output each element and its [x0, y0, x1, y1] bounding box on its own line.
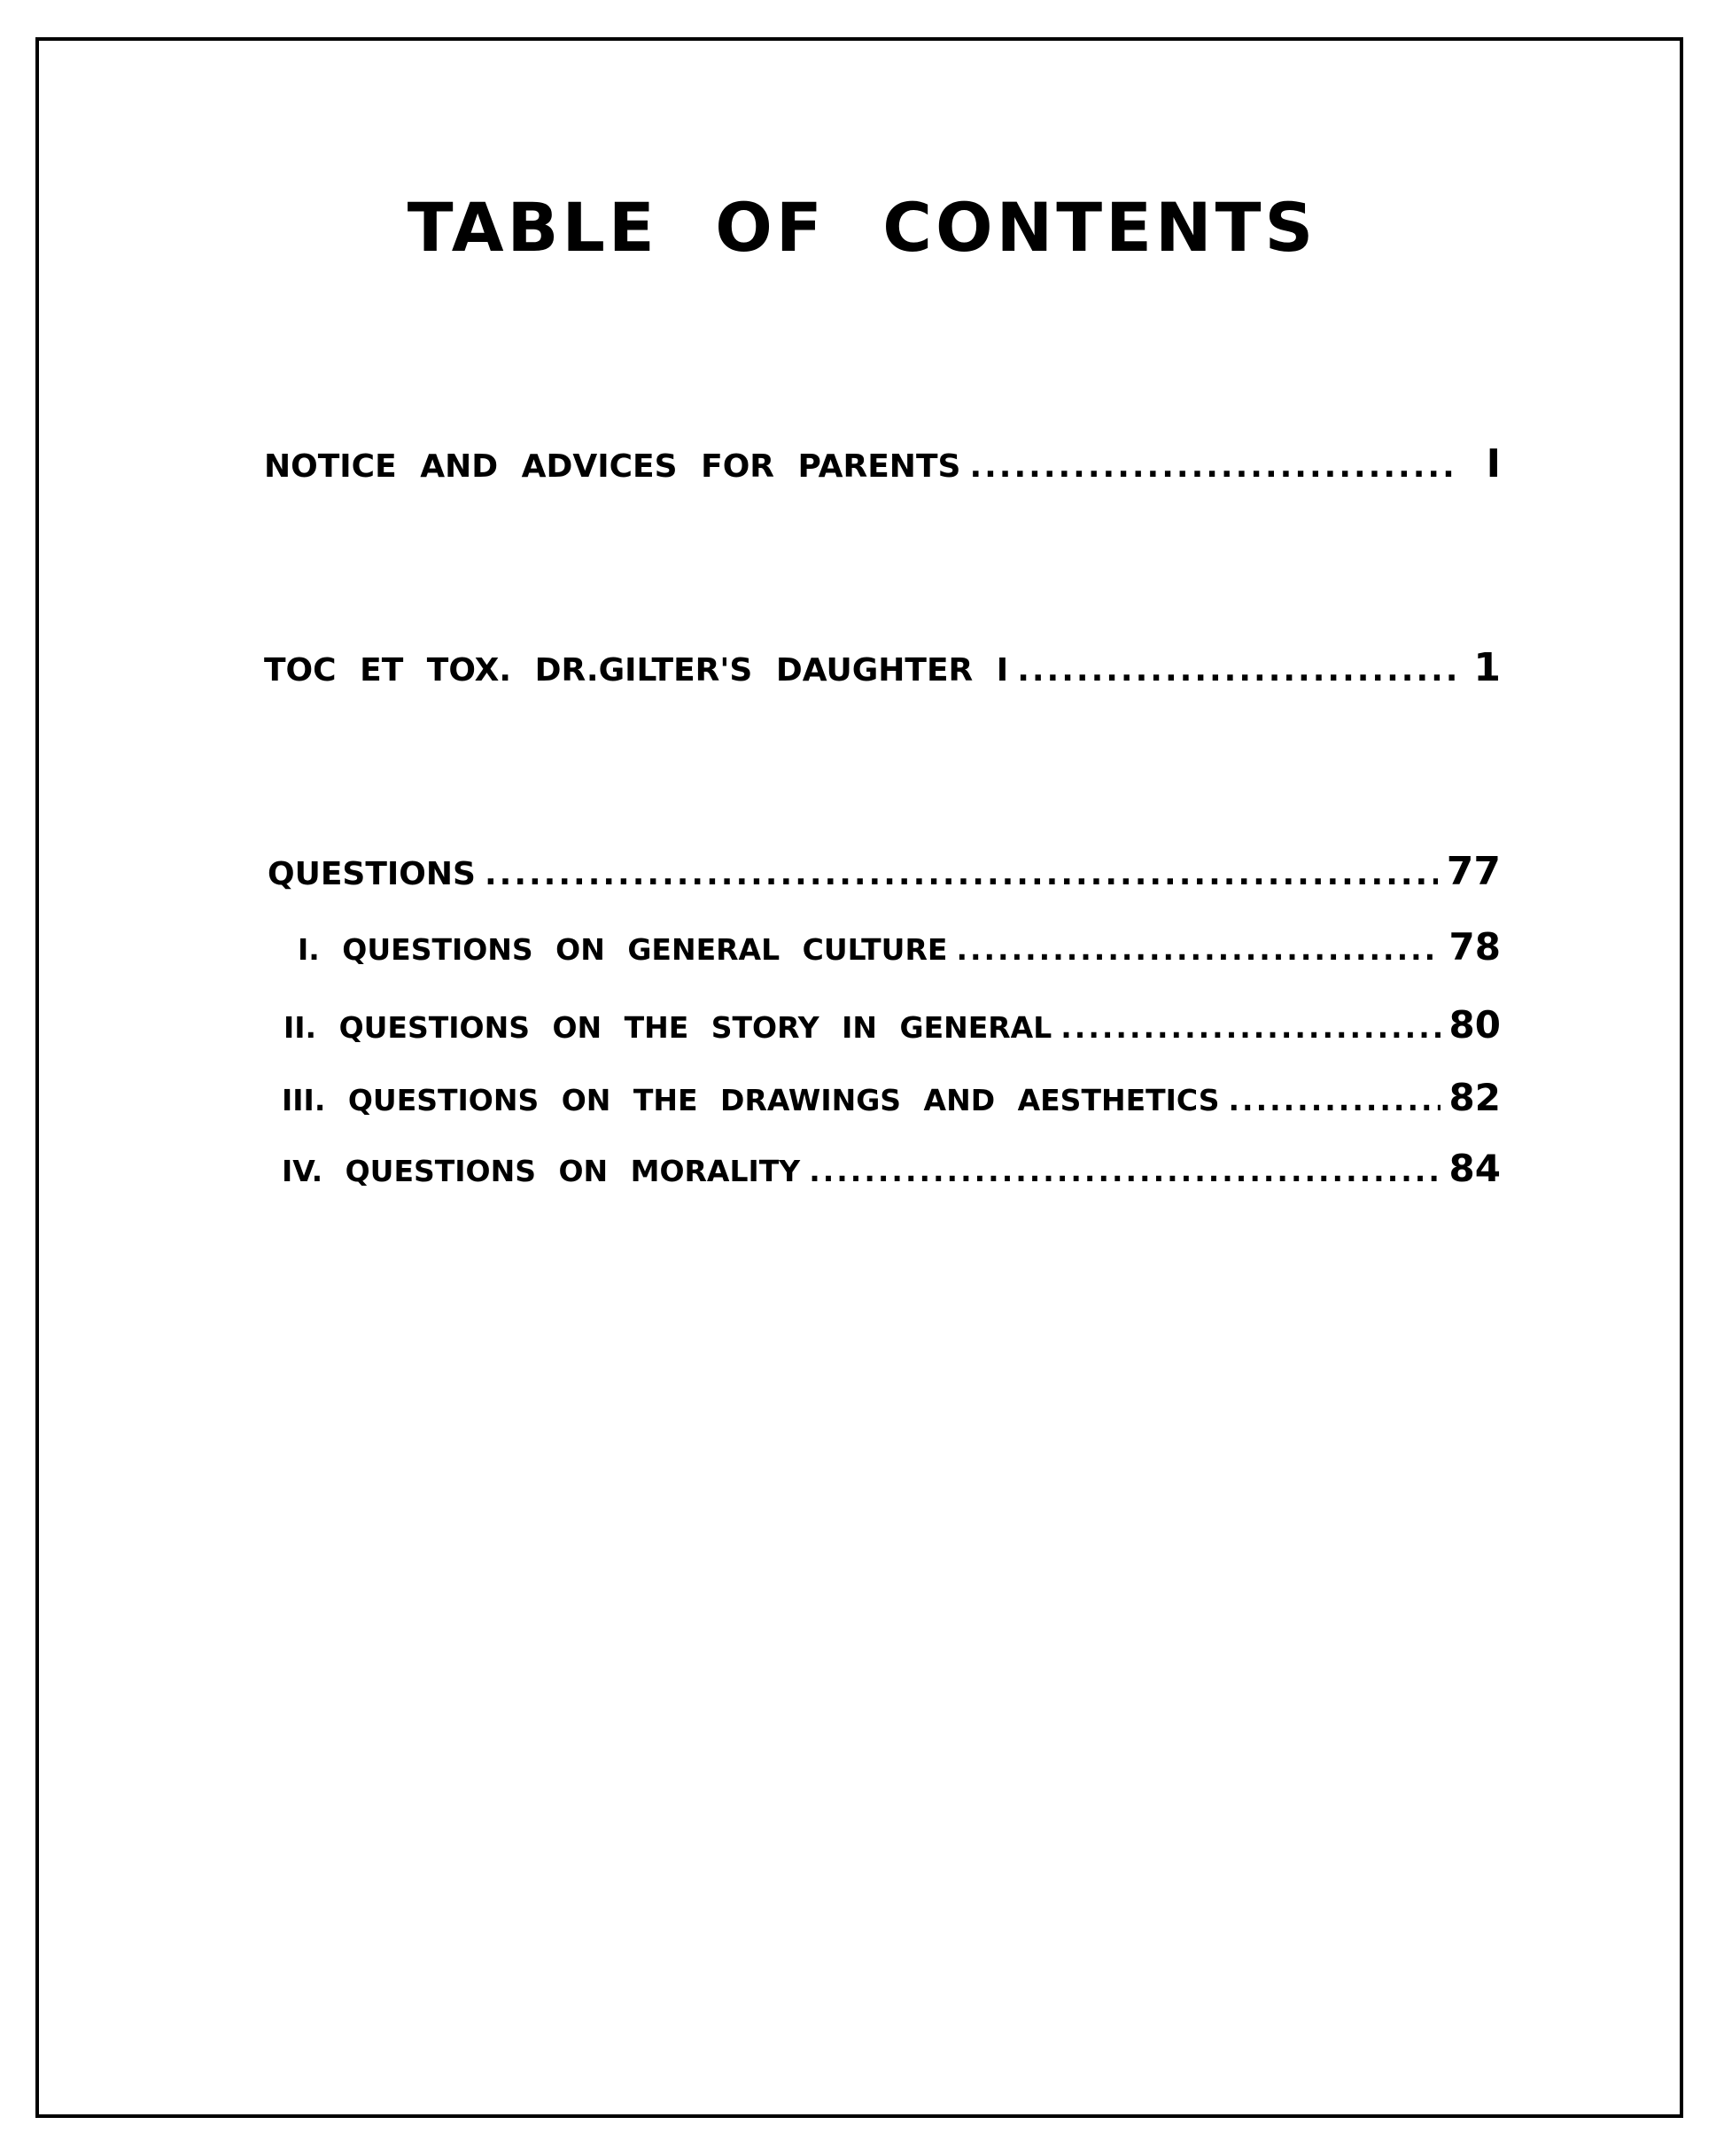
dot-leader: [969, 448, 1456, 485]
toc-entry-notice: [264, 441, 1501, 486]
toc-entry-page: 80: [1448, 1003, 1501, 1047]
toc-entry-label: III. QUESTIONS ON THE DRAWINGS AND AESTHETICS: [282, 1083, 1220, 1117]
dot-leader: [809, 1154, 1440, 1188]
toc-entry-questions: [268, 849, 1501, 894]
toc-entry-label: QUESTIONS: [268, 856, 476, 892]
toc-entry-label: NOTICE AND ADVICES FOR PARENTS: [264, 448, 961, 485]
toc-entry-questions-drawings: [282, 1076, 1501, 1119]
toc-entry-page: 78: [1448, 925, 1501, 969]
toc-entry-label: I. QUESTIONS ON GENERAL CULTURE: [298, 932, 948, 967]
dot-leader: [1017, 652, 1456, 689]
dot-leader: [956, 932, 1440, 967]
toc-entry-questions-story: [283, 1003, 1501, 1047]
toc-entry-page: 84: [1448, 1147, 1501, 1190]
dot-leader: [1229, 1083, 1441, 1117]
toc-entry-label: IV. QUESTIONS ON MORALITY: [282, 1154, 801, 1188]
toc-entry-label: II. QUESTIONS ON THE STORY IN GENERAL: [283, 1010, 1052, 1045]
toc-entry-page: 1: [1473, 645, 1501, 690]
dot-leader: [1060, 1010, 1440, 1045]
toc-entry-label: TOC ET TOX. DR.GILTER'S DAUGHTER I: [264, 652, 1009, 689]
toc-entry-page: I: [1486, 441, 1501, 486]
toc-entry-page: 77: [1446, 849, 1501, 894]
toc-entry-questions-general-culture: [298, 925, 1501, 969]
toc-entry-questions-morality: [282, 1147, 1501, 1190]
page-title: TABLE OF CONTENTS: [407, 188, 1317, 267]
toc-entry-page: 82: [1448, 1076, 1501, 1119]
toc-entry-story: [264, 645, 1501, 690]
dot-leader: [485, 856, 1438, 892]
